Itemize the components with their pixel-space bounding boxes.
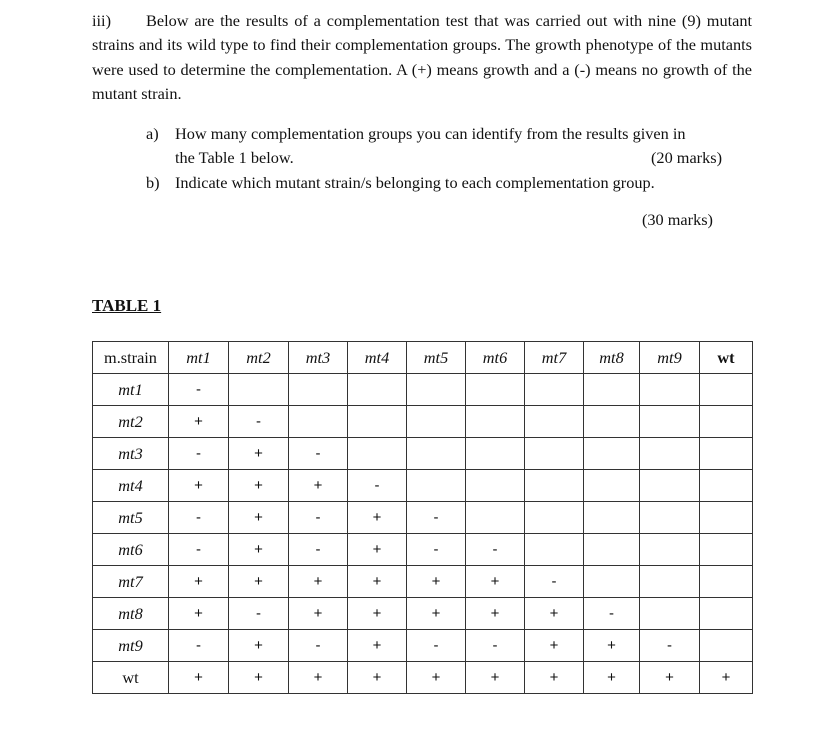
table-cell: + xyxy=(525,630,584,662)
intro-paragraph xyxy=(92,9,752,106)
table-cell: - xyxy=(466,534,525,566)
table-cell: + xyxy=(407,566,466,598)
table-cell: + xyxy=(169,406,229,438)
table-cell: - xyxy=(407,534,466,566)
table-cell: + xyxy=(289,470,348,502)
table-cell: + xyxy=(229,438,289,470)
table-cell: - xyxy=(584,598,640,630)
table-cell xyxy=(348,438,407,470)
question-number: iii) xyxy=(92,11,111,30)
table-cell xyxy=(466,374,525,406)
question-b-text: Indicate which mutant strain/s belonging to each complementation group. xyxy=(175,173,655,192)
intro-text: Below are the results of a complementation test that was carried out with nine (9) mutant strains and its wild type to find their complementation groups. The growth phenotype of the mutants were used to determine the complementation. A (+) means growth and a (-) means no growth of the mutant strain. xyxy=(92,11,752,103)
table-cell xyxy=(640,438,700,470)
table-cell xyxy=(407,406,466,438)
column-header: mt6 xyxy=(466,342,525,374)
table-cell: - xyxy=(289,630,348,662)
table-row xyxy=(93,630,753,662)
column-header: mt2 xyxy=(229,342,289,374)
table-cell xyxy=(407,470,466,502)
question-a-line2: the Table 1 below. xyxy=(175,148,294,167)
table-cell xyxy=(640,374,700,406)
table-cell: + xyxy=(229,502,289,534)
table-cell: + xyxy=(348,534,407,566)
table-cell: - xyxy=(640,630,700,662)
table-cell: + xyxy=(584,630,640,662)
column-header: mt4 xyxy=(348,342,407,374)
table-cell: + xyxy=(466,566,525,598)
table-cell xyxy=(700,566,753,598)
table-body xyxy=(93,374,753,694)
table-row xyxy=(93,438,753,470)
table-cell: + xyxy=(169,566,229,598)
table-cell: + xyxy=(466,662,525,694)
table-cell: + xyxy=(289,662,348,694)
table-cell xyxy=(700,502,753,534)
table-cell xyxy=(700,374,753,406)
question-b-label: b) xyxy=(146,173,160,192)
table-cell: + xyxy=(229,630,289,662)
table-cell xyxy=(700,438,753,470)
table-row xyxy=(93,662,753,694)
table-cell: - xyxy=(169,374,229,406)
table-cell xyxy=(640,502,700,534)
table-cell xyxy=(584,438,640,470)
table-cell xyxy=(700,598,753,630)
table-cell xyxy=(348,406,407,438)
table-cell: + xyxy=(525,598,584,630)
table-cell xyxy=(640,566,700,598)
column-header: mt3 xyxy=(289,342,348,374)
row-header: mt2 xyxy=(93,406,169,438)
table-cell xyxy=(584,502,640,534)
column-header: mt9 xyxy=(640,342,700,374)
table-cell: - xyxy=(466,630,525,662)
table-cell xyxy=(348,374,407,406)
table-title: TABLE 1 xyxy=(92,296,162,315)
table-cell xyxy=(525,470,584,502)
table-cell xyxy=(700,630,753,662)
table-cell: + xyxy=(700,662,753,694)
table-cell: - xyxy=(169,534,229,566)
table-cell xyxy=(525,438,584,470)
table-cell: - xyxy=(525,566,584,598)
table-cell xyxy=(584,374,640,406)
question-b-marks: (30 marks) xyxy=(642,210,713,229)
column-header: mt1 xyxy=(169,342,229,374)
table-cell xyxy=(466,406,525,438)
table-cell xyxy=(407,438,466,470)
table-row xyxy=(93,470,753,502)
question-b xyxy=(146,171,752,195)
table-cell: - xyxy=(169,438,229,470)
question-a-line1: How many complementation groups you can identify from the results given in xyxy=(175,124,686,143)
table-cell xyxy=(525,374,584,406)
header-corner: m.strain xyxy=(93,342,169,374)
table-row xyxy=(93,598,753,630)
question-a xyxy=(146,122,752,170)
table-cell xyxy=(584,534,640,566)
table-cell xyxy=(407,374,466,406)
row-header: wt xyxy=(93,662,169,694)
table-cell: - xyxy=(289,502,348,534)
table-cell: + xyxy=(169,470,229,502)
table-cell: - xyxy=(169,630,229,662)
table-header-row xyxy=(93,342,753,374)
table-cell: + xyxy=(525,662,584,694)
table-cell: - xyxy=(407,502,466,534)
table-cell xyxy=(229,374,289,406)
table-row xyxy=(93,374,753,406)
column-header: mt5 xyxy=(407,342,466,374)
table-cell: + xyxy=(169,598,229,630)
column-header: mt7 xyxy=(525,342,584,374)
table-cell xyxy=(584,470,640,502)
table-cell: + xyxy=(348,630,407,662)
row-header: mt7 xyxy=(93,566,169,598)
table-cell xyxy=(466,470,525,502)
table-cell: + xyxy=(348,502,407,534)
table-row xyxy=(93,406,753,438)
table-cell xyxy=(640,598,700,630)
table-cell xyxy=(466,438,525,470)
table-cell: + xyxy=(466,598,525,630)
row-header: mt5 xyxy=(93,502,169,534)
table-cell: + xyxy=(289,598,348,630)
table-cell: + xyxy=(640,662,700,694)
table-cell xyxy=(584,406,640,438)
row-header: mt6 xyxy=(93,534,169,566)
table-row xyxy=(93,534,753,566)
table-cell: - xyxy=(289,438,348,470)
row-header: mt9 xyxy=(93,630,169,662)
table-cell xyxy=(700,470,753,502)
table-cell: - xyxy=(169,502,229,534)
table-cell: - xyxy=(348,470,407,502)
table-cell xyxy=(289,406,348,438)
table-cell xyxy=(700,534,753,566)
table-cell: + xyxy=(407,662,466,694)
table-cell: - xyxy=(289,534,348,566)
table-cell xyxy=(525,534,584,566)
table-cell: + xyxy=(348,598,407,630)
table-cell xyxy=(525,406,584,438)
column-header: wt xyxy=(700,342,753,374)
table-cell xyxy=(700,406,753,438)
table-cell xyxy=(466,502,525,534)
table-cell: + xyxy=(169,662,229,694)
question-a-marks: (20 marks) xyxy=(651,148,722,167)
table-cell xyxy=(584,566,640,598)
table-cell: + xyxy=(348,566,407,598)
table-cell: - xyxy=(229,406,289,438)
table-cell: + xyxy=(229,534,289,566)
table-cell xyxy=(640,470,700,502)
table-cell xyxy=(525,502,584,534)
table-cell: + xyxy=(289,566,348,598)
row-header: mt1 xyxy=(93,374,169,406)
table-cell: - xyxy=(407,630,466,662)
table-cell: + xyxy=(229,566,289,598)
table-cell xyxy=(640,406,700,438)
table-cell: + xyxy=(229,470,289,502)
column-header: mt8 xyxy=(584,342,640,374)
question-a-label: a) xyxy=(146,124,159,143)
table-cell: + xyxy=(407,598,466,630)
complementation-table xyxy=(92,341,753,694)
table-cell: - xyxy=(229,598,289,630)
table-cell: + xyxy=(229,662,289,694)
table-row xyxy=(93,566,753,598)
table-cell xyxy=(289,374,348,406)
table-cell: + xyxy=(584,662,640,694)
table-cell: + xyxy=(348,662,407,694)
row-header: mt4 xyxy=(93,470,169,502)
table-row xyxy=(93,502,753,534)
table-cell xyxy=(640,534,700,566)
row-header: mt3 xyxy=(93,438,169,470)
row-header: mt8 xyxy=(93,598,169,630)
